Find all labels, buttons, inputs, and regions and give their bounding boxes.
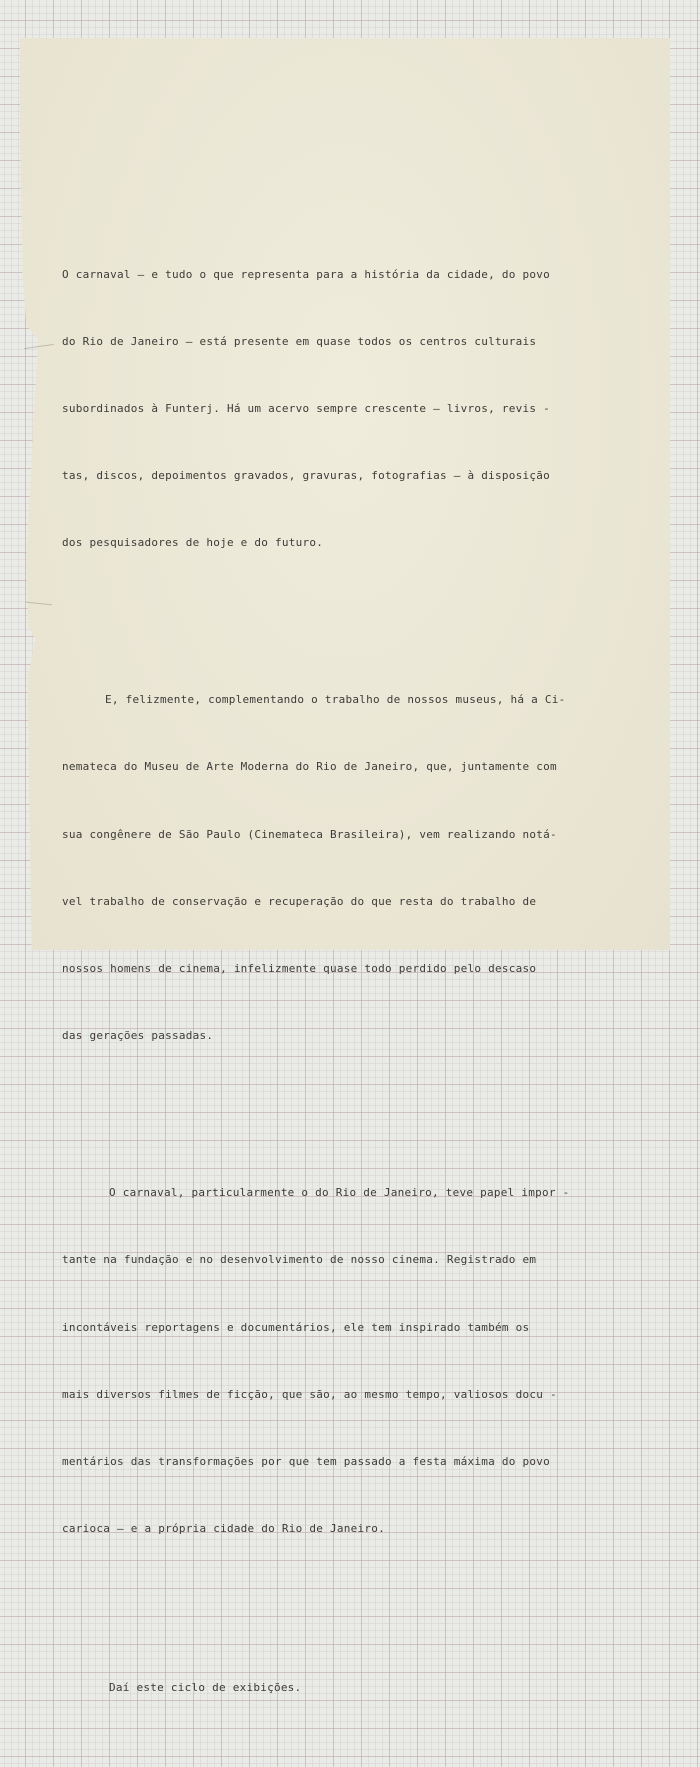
- text-line: carioca — e a própria cidade do Rio de Janeiro.: [62, 1522, 386, 1536]
- text-line: das gerações passadas.: [62, 1029, 214, 1043]
- text-line: Daí este ciclo de exibições.: [109, 1680, 302, 1694]
- text-line: subordinados à Funterj. Há um acervo sempre crescente — livros, revis -: [62, 402, 550, 416]
- text-line: dos pesquisadores de hoje e do futuro.: [62, 536, 324, 550]
- text-line: sua congênere de São Paulo (Cinemateca Brasileira), vem realizando notá-: [62, 827, 557, 841]
- text-line: do Rio de Janeiro — está presente em quase todos os centros culturais: [62, 334, 537, 348]
- paragraph-4: [62, 1630, 652, 1744]
- text-line: vel trabalho de conservação e recuperação do que resta do trabalho de: [62, 894, 537, 908]
- text-line: nemateca do Museu de Arte Moderna do Rio de Janeiro, que, juntamente com: [62, 760, 557, 774]
- text-line: mais diversos filmes de ficção, que são, ao mesmo tempo, valiosos docu -: [62, 1387, 557, 1401]
- paragraph-3: [62, 1137, 652, 1585]
- text-line: tante na fundação e no desenvolvimento de nosso cinema. Registrado em: [62, 1253, 537, 1267]
- text-line: O carnaval — e tudo o que representa para a história da cidade, do povo: [62, 267, 550, 281]
- typed-text-body: [62, 174, 652, 1767]
- paragraph-1: [62, 219, 652, 600]
- text-line: O carnaval, particularmente o do Rio de Janeiro, teve papel impor -: [109, 1186, 570, 1200]
- text-line: tas, discos, depoimentos gravados, gravuras, fotografias — à disposição: [62, 469, 550, 483]
- paragraph-2: [62, 644, 652, 1092]
- text-line: nossos homens de cinema, infelizmente quase todo perdido pelo descaso: [62, 962, 537, 976]
- text-line: incontáveis reportagens e documentários, ele tem inspirado também os: [62, 1320, 530, 1334]
- text-line: E, felizmente, complementando o trabalho de nossos museus, há a Ci-: [105, 693, 566, 707]
- text-line: mentários das transformações por que tem passado a festa máxima do povo: [62, 1454, 550, 1468]
